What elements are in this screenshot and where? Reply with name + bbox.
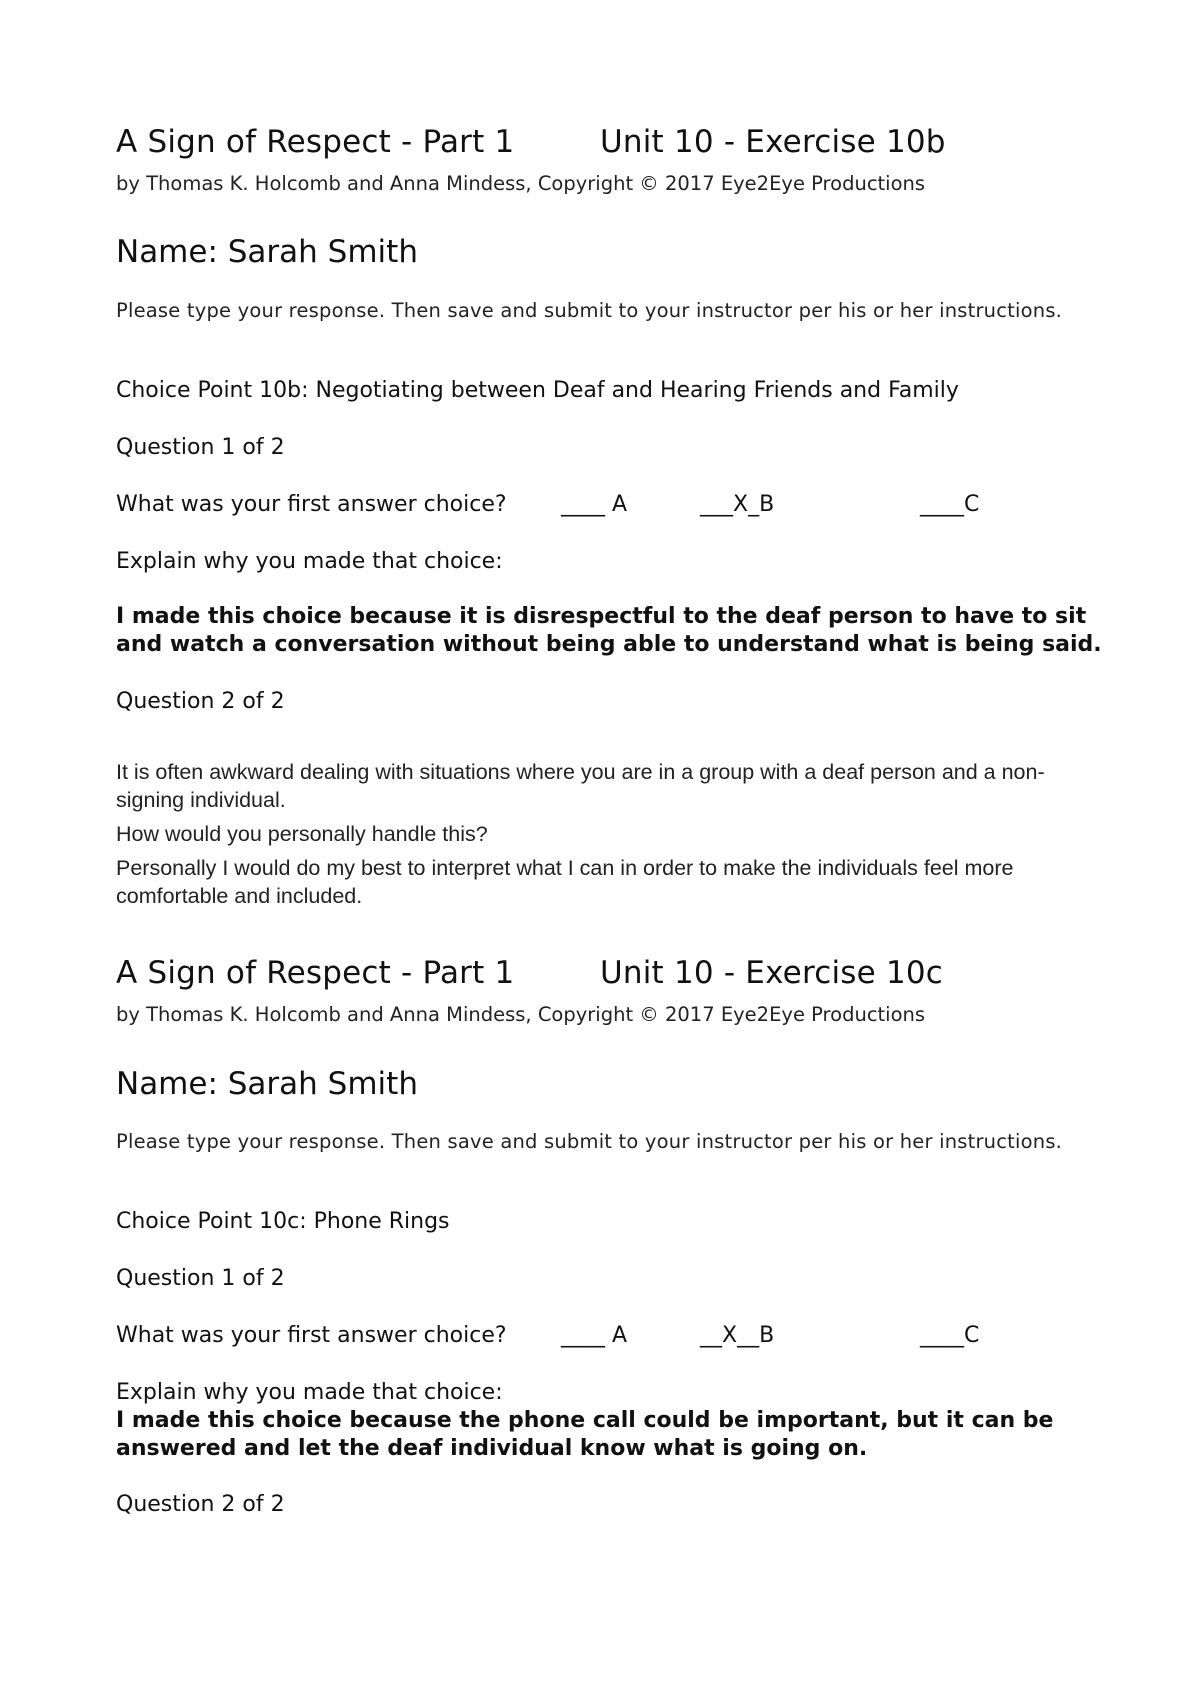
explanation-answer: I made this choice because it is disrespectful to the deaf person to have to sit and watch a conversation without being able to understand what is being said.: [116, 604, 1102, 657]
exercise-title: [116, 124, 946, 160]
option-a: ____ A: [561, 492, 628, 517]
option-c: ____C: [920, 1323, 980, 1348]
student-name: Name: Sarah Smith: [116, 234, 418, 270]
option-b: ___X_B: [700, 492, 775, 517]
student-name: Name: Sarah Smith: [116, 1066, 418, 1102]
choice-point-heading: Choice Point 10c: Phone Rings: [116, 1209, 450, 1234]
option-b: __X__B: [700, 1323, 775, 1348]
byline: by Thomas K. Holcomb and Anna Mindess, Copyright © 2017 Eye2Eye Productions: [116, 1003, 926, 1026]
choice-point-heading: Choice Point 10b: Negotiating between Deaf and Hearing Friends and Family: [116, 378, 959, 403]
title-text: A Sign of Respect - Part 1: [116, 124, 515, 160]
question-1-heading: Question 1 of 2: [116, 435, 285, 460]
answer-prompt: What was your first answer choice?: [116, 1323, 507, 1348]
question-2-text: It is often awkward dealing with situations where you are in a group with a deaf person and a non-signing individual.: [116, 760, 1045, 812]
question-2-prompt: How would you personally handle this?: [116, 822, 488, 846]
explanation-answer: I made this choice because the phone call could be important, but it can be answered and let the deaf individual know what is going on.: [116, 1408, 1054, 1461]
explain-prompt: Explain why you made that choice:: [116, 1380, 503, 1405]
question-2-heading: Question 2 of 2: [116, 689, 285, 714]
option-a: ____ A: [561, 1323, 628, 1348]
unit-text: Unit 10 - Exercise 10b: [600, 124, 946, 160]
instructions: Please type your response. Then save and submit to your instructor per his or her instructions.: [116, 299, 1063, 322]
title-text: A Sign of Respect - Part 1: [116, 955, 515, 991]
question-2-heading: Question 2 of 2: [116, 1492, 285, 1517]
instructions: Please type your response. Then save and submit to your instructor per his or her instructions.: [116, 1130, 1063, 1153]
answer-prompt: What was your first answer choice?: [116, 492, 507, 517]
question-1-heading: Question 1 of 2: [116, 1266, 285, 1291]
exercise-title: [116, 955, 944, 991]
explain-prompt: Explain why you made that choice:: [116, 549, 503, 574]
unit-text: Unit 10 - Exercise 10c: [600, 955, 944, 991]
byline: by Thomas K. Holcomb and Anna Mindess, Copyright © 2017 Eye2Eye Productions: [116, 172, 926, 195]
option-c: ____C: [920, 492, 980, 517]
document-page: [116, 0, 1106, 1698]
question-2-answer: Personally I would do my best to interpret what I can in order to make the individuals feel more comfortable and included.: [116, 856, 1014, 908]
